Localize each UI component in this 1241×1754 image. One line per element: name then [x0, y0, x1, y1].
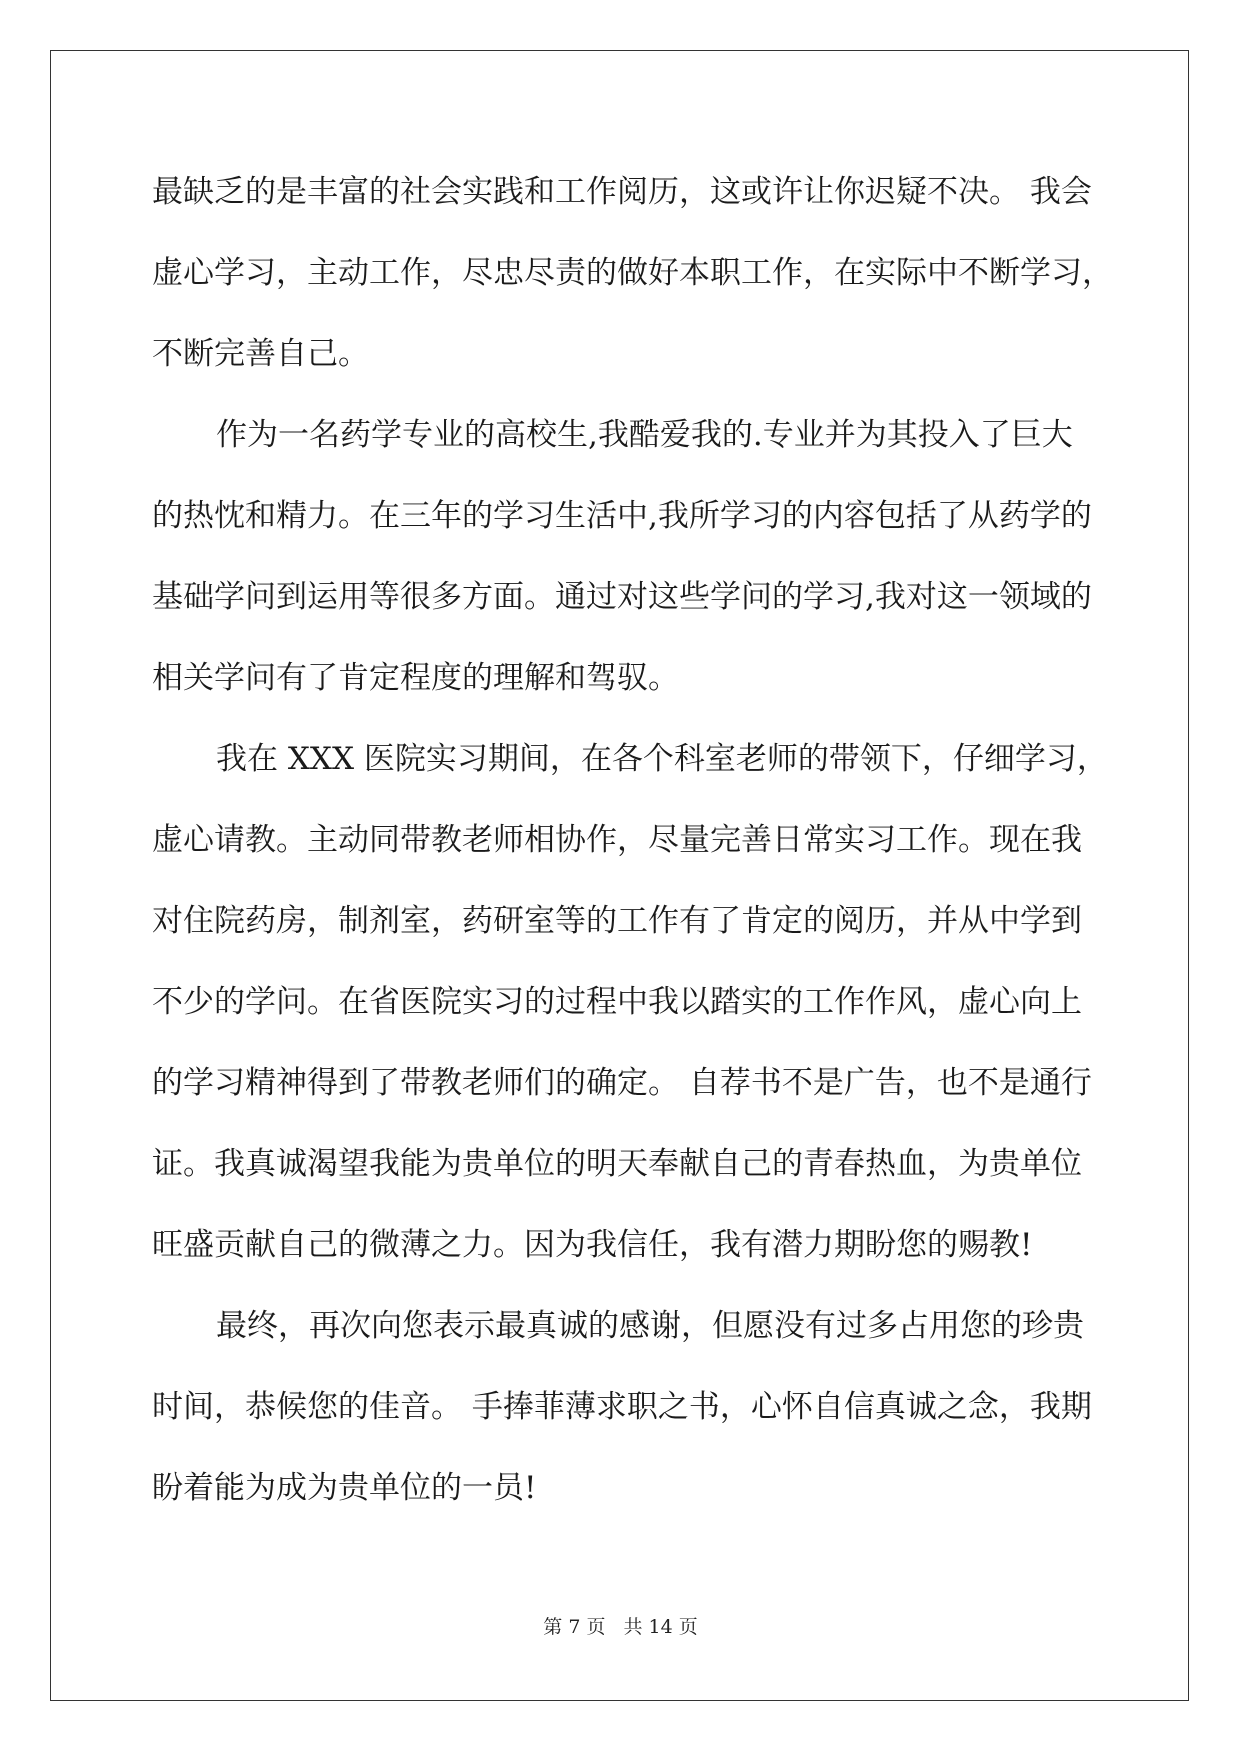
text-line-13: 证。我真诚渴望我能为贵单位的明天奉献自己的青春热血，为贵单位 — [152, 1146, 1082, 1182]
text-line-2: 虚心学习，主动工作，尽忠尽责的做好本职工作，在实际中不断学习， — [152, 255, 1113, 291]
text-line-15: 最终，再次向您表示最真诚的感谢，但愿没有过多占用您的珍贵 — [216, 1308, 1084, 1344]
text-line-6: 基础学问到运用等很多方面。通过对这些学问的学习,我对这一领域的 — [152, 579, 1092, 615]
text-line-1: 最缺乏的是丰富的社会实践和工作阅历，这或许让你迟疑不决。 我会 — [152, 174, 1092, 210]
text-line-12: 的学习精神得到了带教老师们的确定。 自荐书不是广告，也不是通行 — [152, 1065, 1092, 1101]
text-line-8: 我在 XXX 医院实习期间，在各个科室老师的带领下，仔细学习， — [216, 741, 1108, 777]
text-line-17: 盼着能为成为贵单位的一员! — [152, 1470, 537, 1506]
page-footer — [0, 1615, 1241, 1639]
text-line-16: 时间，恭候您的佳音。 手捧菲薄求职之书，心怀自信真诚之念，我期 — [152, 1389, 1092, 1425]
text-line-11: 不少的学问。在省医院实习的过程中我以踏实的工作作风，虚心向上 — [152, 984, 1082, 1020]
text-line-7: 相关学问有了肯定程度的理解和驾驭。 — [152, 660, 679, 696]
text-line-3: 不断完善自己。 — [152, 336, 369, 372]
page-number: 第 7 页 — [543, 1616, 606, 1638]
text-line-10: 对住院药房，制剂室，药研室等的工作有了肯定的阅历，并从中学到 — [152, 903, 1082, 939]
page-total: 共 14 页 — [623, 1616, 698, 1638]
text-line-5: 的热忱和精力。在三年的学习生活中,我所学习的内容包括了从药学的 — [152, 498, 1092, 534]
body-text — [152, 152, 1113, 1529]
text-line-14: 旺盛贡献自己的微薄之力。因为我信任，我有潜力期盼您的赐教! — [152, 1227, 1033, 1263]
text-line-9: 虚心请教。主动同带教老师相协作，尽量完善日常实习工作。现在我 — [152, 822, 1082, 858]
text-line-4: 作为一名药学专业的高校生,我酷爱我的.专业并为其投入了巨大 — [216, 417, 1073, 453]
